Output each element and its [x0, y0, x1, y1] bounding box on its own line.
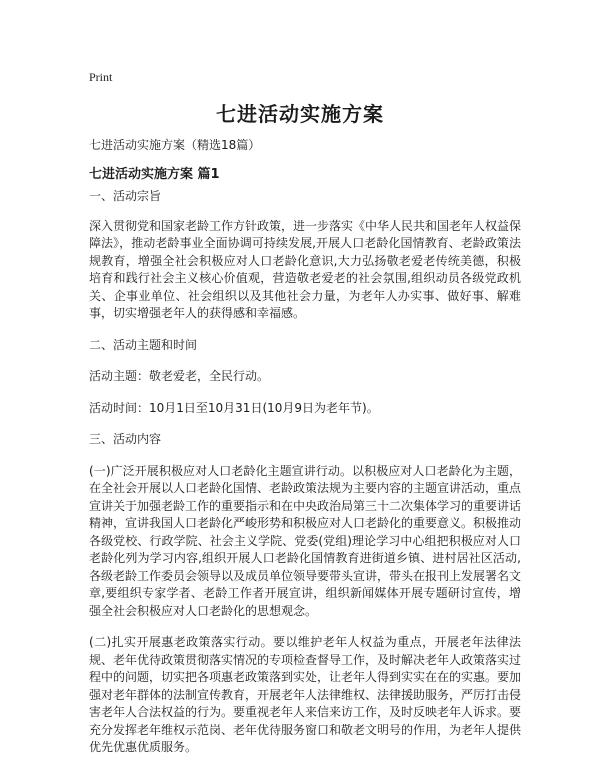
heading-content: 三、活动内容	[89, 432, 162, 446]
document-title: 七进活动实施方案	[216, 102, 384, 126]
section-title: 七进活动实施方案 篇1	[89, 167, 220, 182]
line-theme: 活动主题：敬老爱老，全民行动。	[89, 369, 270, 383]
document-subtitle: 七进活动实施方案（精选18篇）	[89, 138, 261, 152]
paragraph-content-2: (二)扎实开展惠老政策落实行动。要以维护老年人权益为重点，开展老年法律法规、老年优待政策贯彻落实情况的专项检查督导工作，及时解决老年人政策落实过程中的问题，切实把各项惠老政策落到实处，让老年人得到实实在在的实惠。要加强对老年群体的法制宣传教育，开展老年人法律维权、法律援助服务，严厉打击侵害老年人合法权益的行为。要重视老年人来信来访工作，及时反映老年人诉求。要充分发挥老年维权示范岗、老年优待服务窗口和敬老文明号的作用，为老年人提供优先优惠优质服务。	[89, 635, 522, 754]
heading-theme-time: 二、活动主题和时间	[89, 337, 198, 352]
print-link[interactable]: Print	[89, 70, 113, 84]
document-body	[89, 188, 521, 757]
line-time: 活动时间：10月1日至10月31日(10月9日为老年节)。	[89, 400, 379, 415]
paragraph-content-1: (一)广泛开展积极应对人口老龄化主题宣讲行动。以积极应对人口老龄化为主题，在全社会开展以人口老龄化国情、老龄政策法规为主要内容的主题宣讲活动，重点宣讲关于加强老龄工作的重要指示和在中央政治局第三十二次集体学习的重要讲话精神，宣讲我国人口老龄化严峻形势和积极应对人口老龄化的重要意义。积极推动各级党校、行政学院、社会主义学院、党委(党组)理论学习中心组把积极应对人口老龄化列为学习内容,组织开展人口老龄化国情教育进街道乡镇、进村居社区活动,各级老龄工作委员会领导以及成员单位领导要带头宣讲，带头在报刊上发展署名文章,要组织专家学者、老龄工作者开展宣讲，组织新闻媒体开展专题研讨宣传，增强全社会积极应对人口老龄化的思想观念。	[89, 463, 522, 618]
heading-purpose: 一、活动宗旨	[89, 189, 162, 203]
paragraph-purpose: 深入贯彻党和国家老龄工作方针政策，进一步落实《中华人民共和国老年人权益保障法》，推动老龄事业全面协调可持续发展,开展人口老龄化国情教育、老龄政策法规教育，增强全社会积极应对人口老龄化意识,大力弘扬敬老爱老传统美德，积极培育和践行社会主义核心价值观，营造敬老爱老的社会氛围,组织动员各级党政机关、企事业单位、社会组织以及其他社会力量，为老年人办实事、做好事、解难事，切实增强老年人的获得感和幸福感。	[89, 218, 522, 320]
